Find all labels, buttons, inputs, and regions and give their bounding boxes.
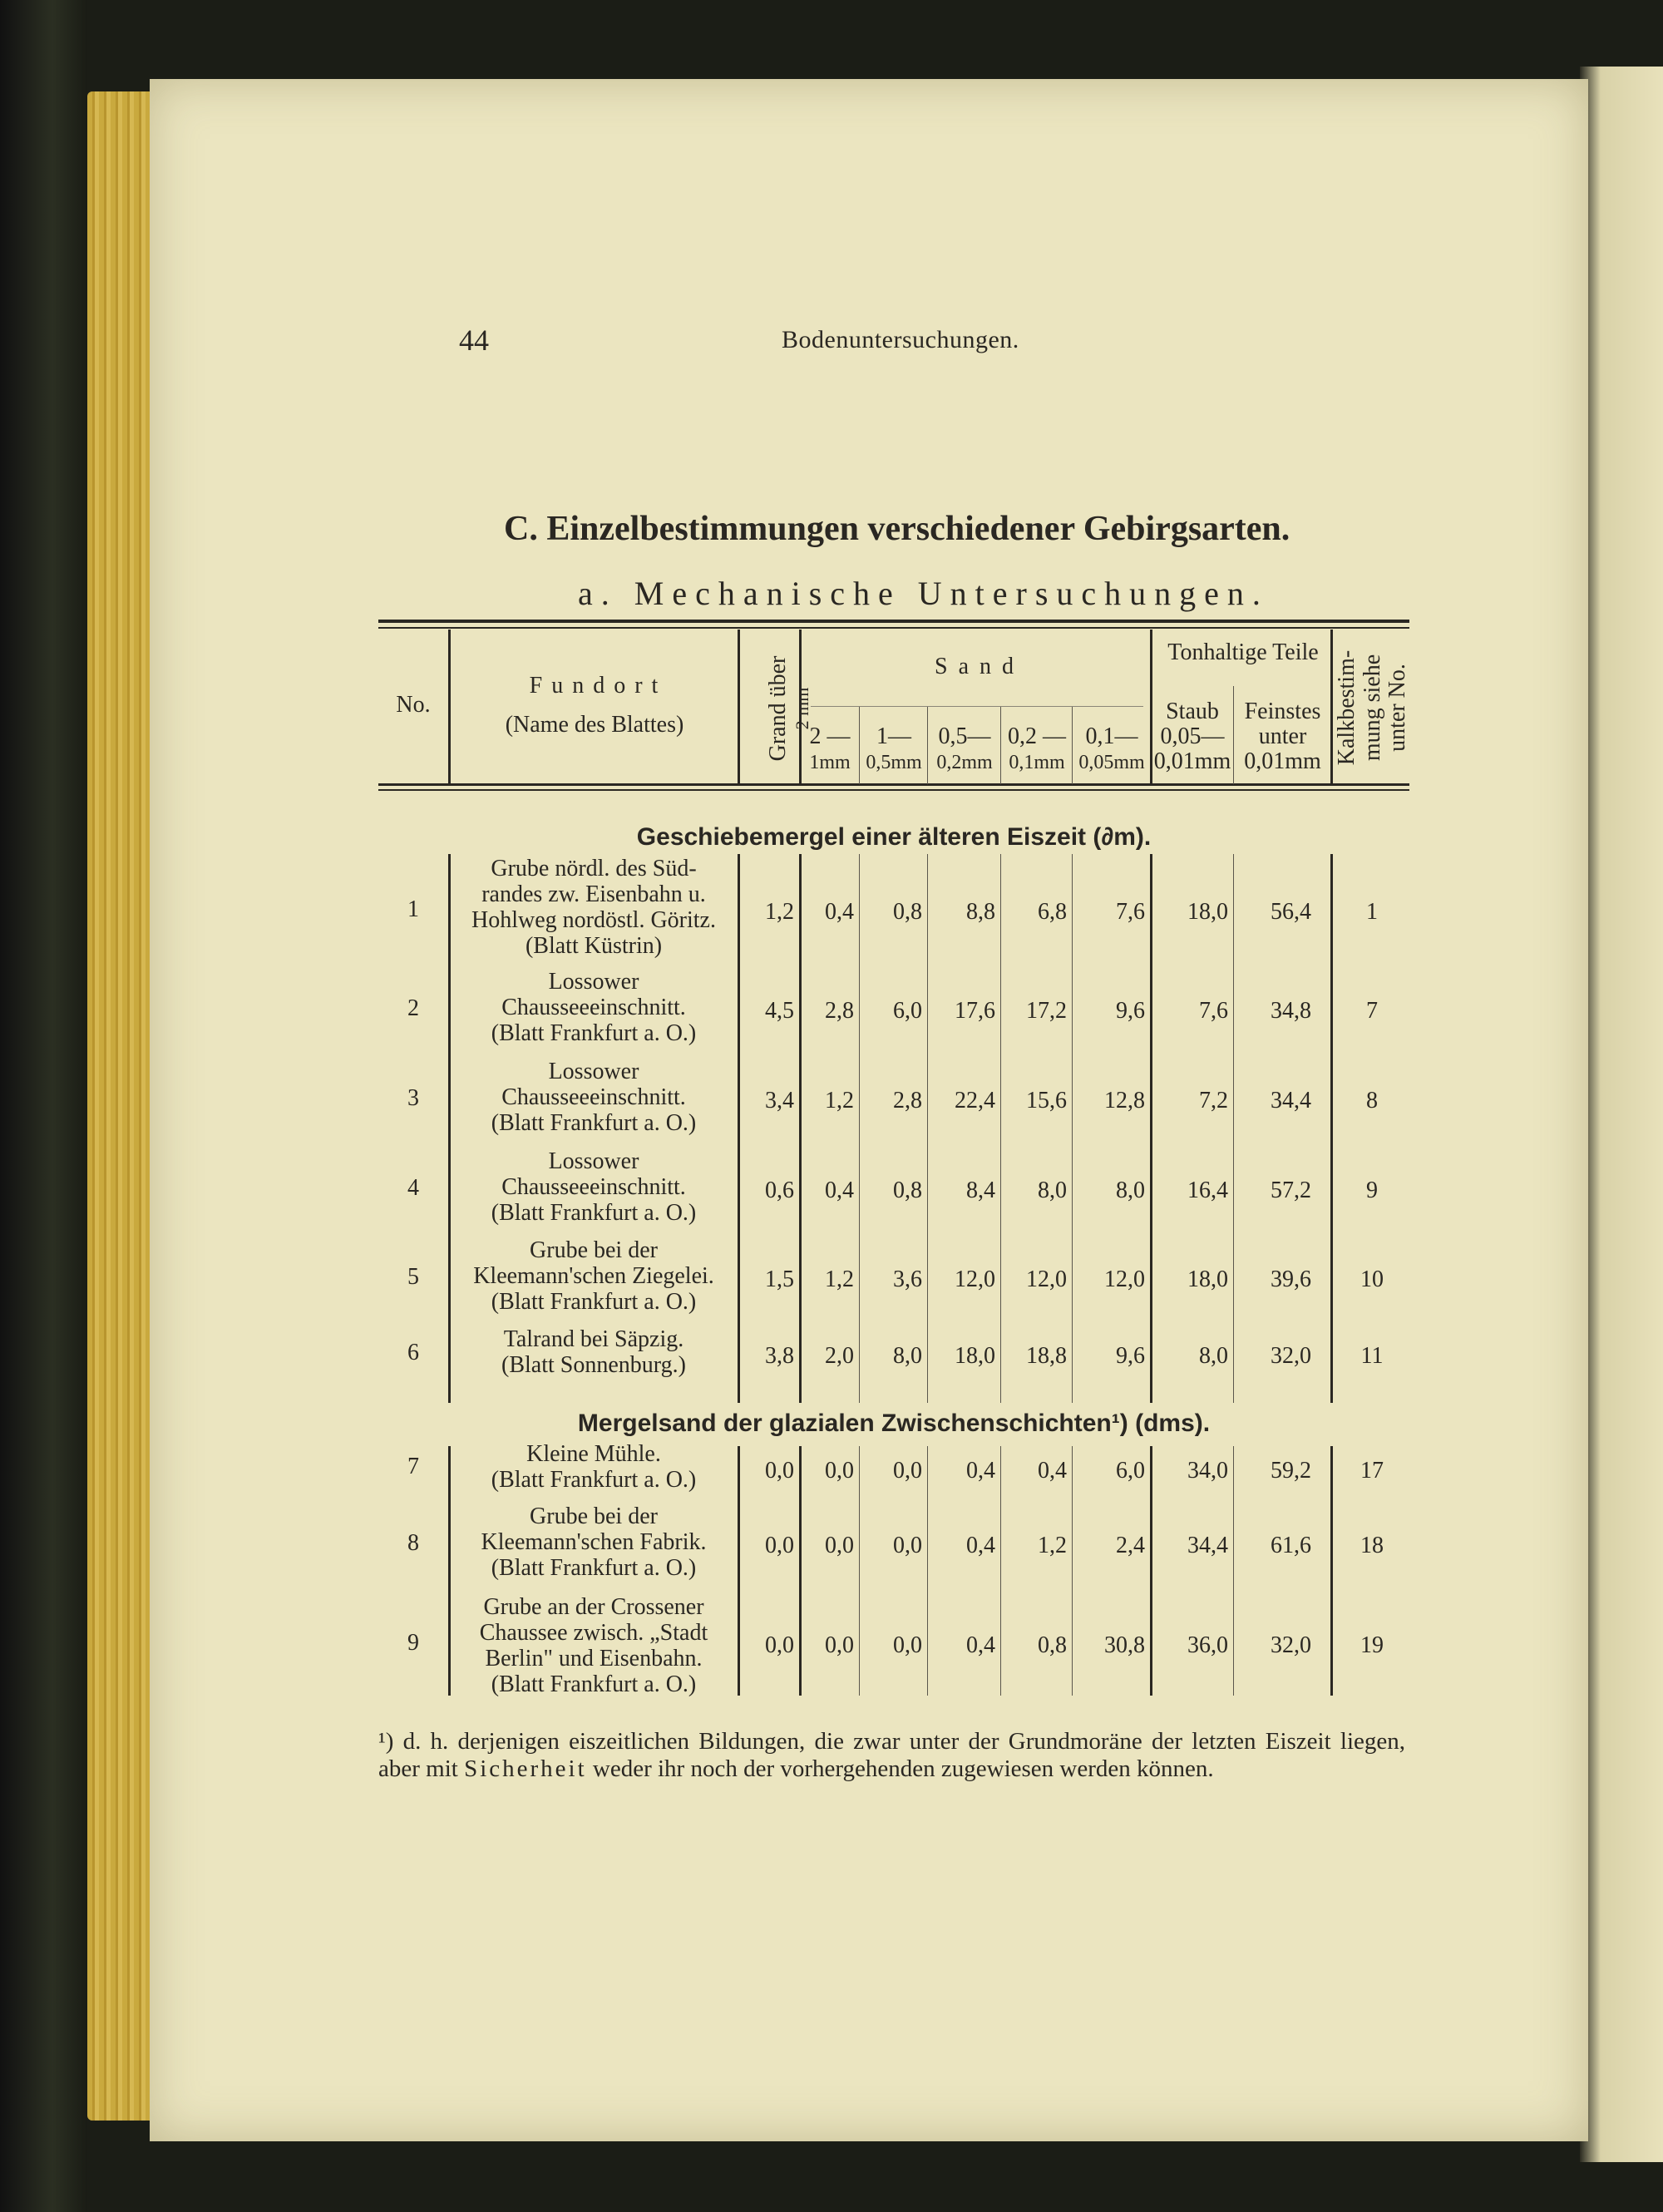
cell-sand-2-1: 0,0 bbox=[825, 1632, 854, 1658]
footnote-text-2: weder ihr noch der vorhergehenden zugewiesen werden können. bbox=[586, 1755, 1214, 1782]
body-sub-vline bbox=[1072, 1446, 1073, 1696]
cell-sand-1-05: 2,8 bbox=[893, 1088, 922, 1113]
row-location: Talrand bei Säpzig. (Blatt Sonnenburg.) bbox=[501, 1326, 686, 1378]
cell-sand-1-05: 8,0 bbox=[893, 1343, 922, 1369]
header-fundort-sub: (Name des Blattes) bbox=[505, 712, 684, 738]
cell-sand-01-005: 6,0 bbox=[1116, 1458, 1145, 1484]
cell-sand-02-01: 0,8 bbox=[1038, 1632, 1067, 1658]
row-number: 3 bbox=[407, 1085, 419, 1111]
cell-feinstes: 32,0 bbox=[1271, 1632, 1311, 1658]
body-sub-vline bbox=[927, 854, 928, 1403]
cell-staub: 34,4 bbox=[1187, 1533, 1228, 1558]
cell-staub: 7,6 bbox=[1199, 998, 1228, 1024]
page-number: 44 bbox=[459, 323, 489, 357]
cell-grand: 0,0 bbox=[765, 1458, 794, 1484]
body-sub-vline bbox=[927, 1446, 928, 1696]
cell-sand-05-02: 18,0 bbox=[955, 1343, 995, 1369]
body-vline bbox=[799, 854, 802, 1403]
cell-feinstes: 34,8 bbox=[1271, 998, 1311, 1024]
cell-kalk-ref: 11 bbox=[1360, 1343, 1384, 1369]
cell-grand: 0,0 bbox=[765, 1632, 794, 1658]
cell-grand: 1,5 bbox=[765, 1266, 794, 1292]
cell-sand-01-005: 2,4 bbox=[1116, 1533, 1145, 1558]
sand-col-header: 0,5— 0,2mm bbox=[936, 723, 993, 773]
cell-sand-05-02: 0,4 bbox=[966, 1458, 995, 1484]
cell-kalk-ref: 8 bbox=[1366, 1088, 1378, 1113]
cell-sand-02-01: 17,2 bbox=[1026, 998, 1067, 1024]
cell-kalk-ref: 17 bbox=[1360, 1458, 1384, 1484]
cell-kalk-ref: 7 bbox=[1366, 998, 1378, 1024]
cell-sand-02-01: 6,8 bbox=[1038, 899, 1067, 925]
body-vline bbox=[738, 854, 740, 1403]
row-location: Lossower Chausseeeinschnitt. (Blatt Frankfurt a. O.) bbox=[491, 1059, 697, 1136]
cell-feinstes: 32,0 bbox=[1271, 1343, 1311, 1369]
cell-staub: 7,2 bbox=[1199, 1088, 1228, 1113]
book-spine bbox=[0, 0, 87, 2212]
sand-sub-rule bbox=[811, 706, 1143, 707]
header-sub-vline bbox=[927, 706, 928, 784]
cell-feinstes: 61,6 bbox=[1271, 1533, 1311, 1558]
header-staub: Staub 0,05— 0,01mm bbox=[1153, 699, 1231, 774]
header-bottom-rule bbox=[378, 783, 1409, 786]
body-sub-vline bbox=[1000, 1446, 1001, 1696]
row-location: Lossower Chausseeeinschnitt. (Blatt Frankfurt a. O.) bbox=[491, 969, 697, 1046]
row-number: 2 bbox=[407, 995, 419, 1021]
cell-kalk-ref: 10 bbox=[1360, 1266, 1384, 1292]
cell-staub: 16,4 bbox=[1187, 1178, 1228, 1203]
cell-staub: 8,0 bbox=[1199, 1343, 1228, 1369]
header-fundort: F u n d o r t bbox=[529, 673, 660, 699]
cell-sand-1-05: 0,0 bbox=[893, 1458, 922, 1484]
cell-staub: 18,0 bbox=[1187, 1266, 1228, 1292]
sand-col-header: 2 — 1mm bbox=[809, 723, 851, 773]
cell-grand: 0,6 bbox=[765, 1178, 794, 1203]
cell-sand-01-005: 9,6 bbox=[1116, 998, 1145, 1024]
header-sub-vline bbox=[1072, 706, 1073, 784]
body-sub-vline bbox=[859, 1446, 860, 1696]
cell-grand: 1,2 bbox=[765, 899, 794, 925]
cell-grand: 4,5 bbox=[765, 998, 794, 1024]
cell-sand-01-005: 30,8 bbox=[1104, 1632, 1145, 1658]
cell-sand-2-1: 2,0 bbox=[825, 1343, 854, 1369]
section-title: C. Einzelbestimmungen verschiedener Gebirgsarten. bbox=[504, 510, 1290, 548]
adjacent-page-edge bbox=[1580, 67, 1663, 2162]
row-location: Grube bei der Kleemann'schen Fabrik. (Blatt Frankfurt a. O.) bbox=[481, 1503, 707, 1581]
cell-staub: 18,0 bbox=[1187, 899, 1228, 925]
body-vline bbox=[1330, 1446, 1333, 1696]
body-sub-vline bbox=[1233, 854, 1234, 1403]
cell-sand-2-1: 2,8 bbox=[825, 998, 854, 1024]
cell-kalk-ref: 18 bbox=[1360, 1533, 1384, 1558]
header-sand: S a n d bbox=[935, 654, 1016, 679]
cell-kalk-ref: 19 bbox=[1360, 1632, 1384, 1658]
header-sub-vline bbox=[1233, 686, 1234, 784]
row-number: 4 bbox=[407, 1175, 419, 1201]
header-tonhaltige: Tonhaltige Teile bbox=[1167, 639, 1319, 665]
cell-staub: 34,0 bbox=[1187, 1458, 1228, 1484]
row-location: Kleine Mühle. (Blatt Frankfurt a. O.) bbox=[491, 1441, 697, 1493]
cell-sand-02-01: 18,8 bbox=[1026, 1343, 1067, 1369]
cell-kalk-ref: 1 bbox=[1366, 899, 1378, 925]
header-sub-vline bbox=[859, 706, 860, 784]
header-vline bbox=[1330, 630, 1333, 784]
header-kalk-3: unter No. bbox=[1384, 664, 1410, 752]
header-kalk-2: mung siehe bbox=[1360, 654, 1385, 762]
cell-feinstes: 57,2 bbox=[1271, 1178, 1311, 1203]
footnote-text-1: d. h. derjenigen eiszeitlichen Bildungen, die zwar unter der Grundmoräne der letzten Eiszeit liegen, aber mit bbox=[378, 1728, 1405, 1782]
sand-col-header: 0,1— 0,05mm bbox=[1078, 723, 1145, 773]
cell-sand-2-1: 0,0 bbox=[825, 1458, 854, 1484]
cell-sand-02-01: 12,0 bbox=[1026, 1266, 1067, 1292]
body-vline bbox=[1150, 854, 1152, 1403]
cell-sand-05-02: 0,4 bbox=[966, 1533, 995, 1558]
cell-kalk-ref: 9 bbox=[1366, 1178, 1378, 1203]
table-top-rule-2 bbox=[378, 627, 1409, 629]
body-sub-vline bbox=[859, 854, 860, 1403]
cell-sand-05-02: 0,4 bbox=[966, 1632, 995, 1658]
group-label-mergelsand: Mergelsand der glazialen Zwischenschichten¹) (dms). bbox=[577, 1410, 1211, 1437]
group-label-geschiebemergel: Geschiebemergel einer älteren Eiszeit (∂m). bbox=[636, 823, 1152, 851]
header-feinstes: Feinstes unter 0,01mm bbox=[1244, 699, 1321, 774]
cell-sand-1-05: 0,0 bbox=[893, 1632, 922, 1658]
cell-feinstes: 59,2 bbox=[1271, 1458, 1311, 1484]
cell-sand-01-005: 9,6 bbox=[1116, 1343, 1145, 1369]
cell-grand: 3,4 bbox=[765, 1088, 794, 1113]
header-grand-unit: 2 mm bbox=[792, 687, 812, 730]
header-grand: Grand über bbox=[765, 655, 791, 762]
cell-sand-02-01: 0,4 bbox=[1038, 1458, 1067, 1484]
cell-sand-01-005: 8,0 bbox=[1116, 1178, 1145, 1203]
cell-sand-1-05: 3,6 bbox=[893, 1266, 922, 1292]
cell-feinstes: 56,4 bbox=[1271, 899, 1311, 925]
header-sub-vline bbox=[1000, 706, 1001, 784]
row-number: 6 bbox=[407, 1340, 419, 1365]
header-bottom-rule-2 bbox=[378, 789, 1409, 791]
row-location: Lossower Chausseeeinschnitt. (Blatt Frankfurt a. O.) bbox=[491, 1148, 697, 1226]
row-location: Grube bei der Kleemann'schen Ziegelei. (Blatt Frankfurt a. O.) bbox=[473, 1237, 714, 1315]
cell-sand-05-02: 8,4 bbox=[966, 1178, 995, 1203]
subsection-title: a. Mechanische Untersuchungen. bbox=[578, 575, 1269, 612]
cell-sand-05-02: 22,4 bbox=[955, 1088, 995, 1113]
cell-sand-1-05: 0,8 bbox=[893, 899, 922, 925]
cell-sand-05-02: 12,0 bbox=[955, 1266, 995, 1292]
cell-grand: 0,0 bbox=[765, 1533, 794, 1558]
cell-sand-05-02: 8,8 bbox=[966, 899, 995, 925]
body-vline bbox=[1330, 854, 1333, 1403]
cell-sand-1-05: 6,0 bbox=[893, 998, 922, 1024]
cell-sand-01-005: 12,0 bbox=[1104, 1266, 1145, 1292]
cell-sand-05-02: 17,6 bbox=[955, 998, 995, 1024]
header-no: No. bbox=[396, 692, 431, 718]
body-sub-vline bbox=[1000, 854, 1001, 1403]
cell-staub: 36,0 bbox=[1187, 1632, 1228, 1658]
header-vline bbox=[738, 630, 740, 784]
soil-analysis-table bbox=[378, 620, 1409, 1709]
table-top-rule bbox=[378, 620, 1409, 623]
sand-col-header: 1— 0,5mm bbox=[866, 723, 922, 773]
footnote bbox=[378, 1728, 1405, 1783]
cell-sand-01-005: 12,8 bbox=[1104, 1088, 1145, 1113]
cell-sand-2-1: 1,2 bbox=[825, 1266, 854, 1292]
footnote-emphasis: Sicherheit bbox=[464, 1755, 587, 1782]
cell-sand-02-01: 8,0 bbox=[1038, 1178, 1067, 1203]
row-number: 7 bbox=[407, 1454, 419, 1479]
cell-sand-2-1: 0,0 bbox=[825, 1533, 854, 1558]
header-vline bbox=[448, 630, 451, 784]
cell-sand-2-1: 0,4 bbox=[825, 899, 854, 925]
cell-sand-01-005: 7,6 bbox=[1116, 899, 1145, 925]
cell-feinstes: 34,4 bbox=[1271, 1088, 1311, 1113]
row-number: 8 bbox=[407, 1530, 419, 1556]
row-location: Grube nördl. des Süd- randes zw. Eisenbahn u. Hohlweg nordöstl. Göritz. (Blatt Küstrin) bbox=[471, 856, 716, 959]
row-number: 9 bbox=[407, 1630, 419, 1656]
cell-sand-02-01: 1,2 bbox=[1038, 1533, 1067, 1558]
cell-sand-1-05: 0,0 bbox=[893, 1533, 922, 1558]
gilt-page-edges bbox=[87, 91, 154, 2121]
cell-feinstes: 39,6 bbox=[1271, 1266, 1311, 1292]
cell-sand-2-1: 1,2 bbox=[825, 1088, 854, 1113]
running-head: Bodenuntersuchungen. bbox=[782, 326, 1019, 353]
sand-col-header: 0,2 — 0,1mm bbox=[1008, 723, 1066, 773]
cell-sand-2-1: 0,4 bbox=[825, 1178, 854, 1203]
header-kalk-1: Kalkbestim- bbox=[1334, 649, 1360, 766]
footnote-mark: ¹) bbox=[378, 1728, 394, 1755]
row-number: 1 bbox=[407, 896, 419, 922]
body-sub-vline bbox=[1233, 1446, 1234, 1696]
cell-sand-02-01: 15,6 bbox=[1026, 1088, 1067, 1113]
body-sub-vline bbox=[1072, 854, 1073, 1403]
row-number: 5 bbox=[407, 1264, 419, 1290]
cell-sand-1-05: 0,8 bbox=[893, 1178, 922, 1203]
cell-grand: 3,8 bbox=[765, 1343, 794, 1369]
row-location: Grube an der Crossener Chaussee zwisch. „Stadt Berlin" und Eisenbahn. (Blatt Frankfurt a. O.) bbox=[479, 1594, 708, 1697]
